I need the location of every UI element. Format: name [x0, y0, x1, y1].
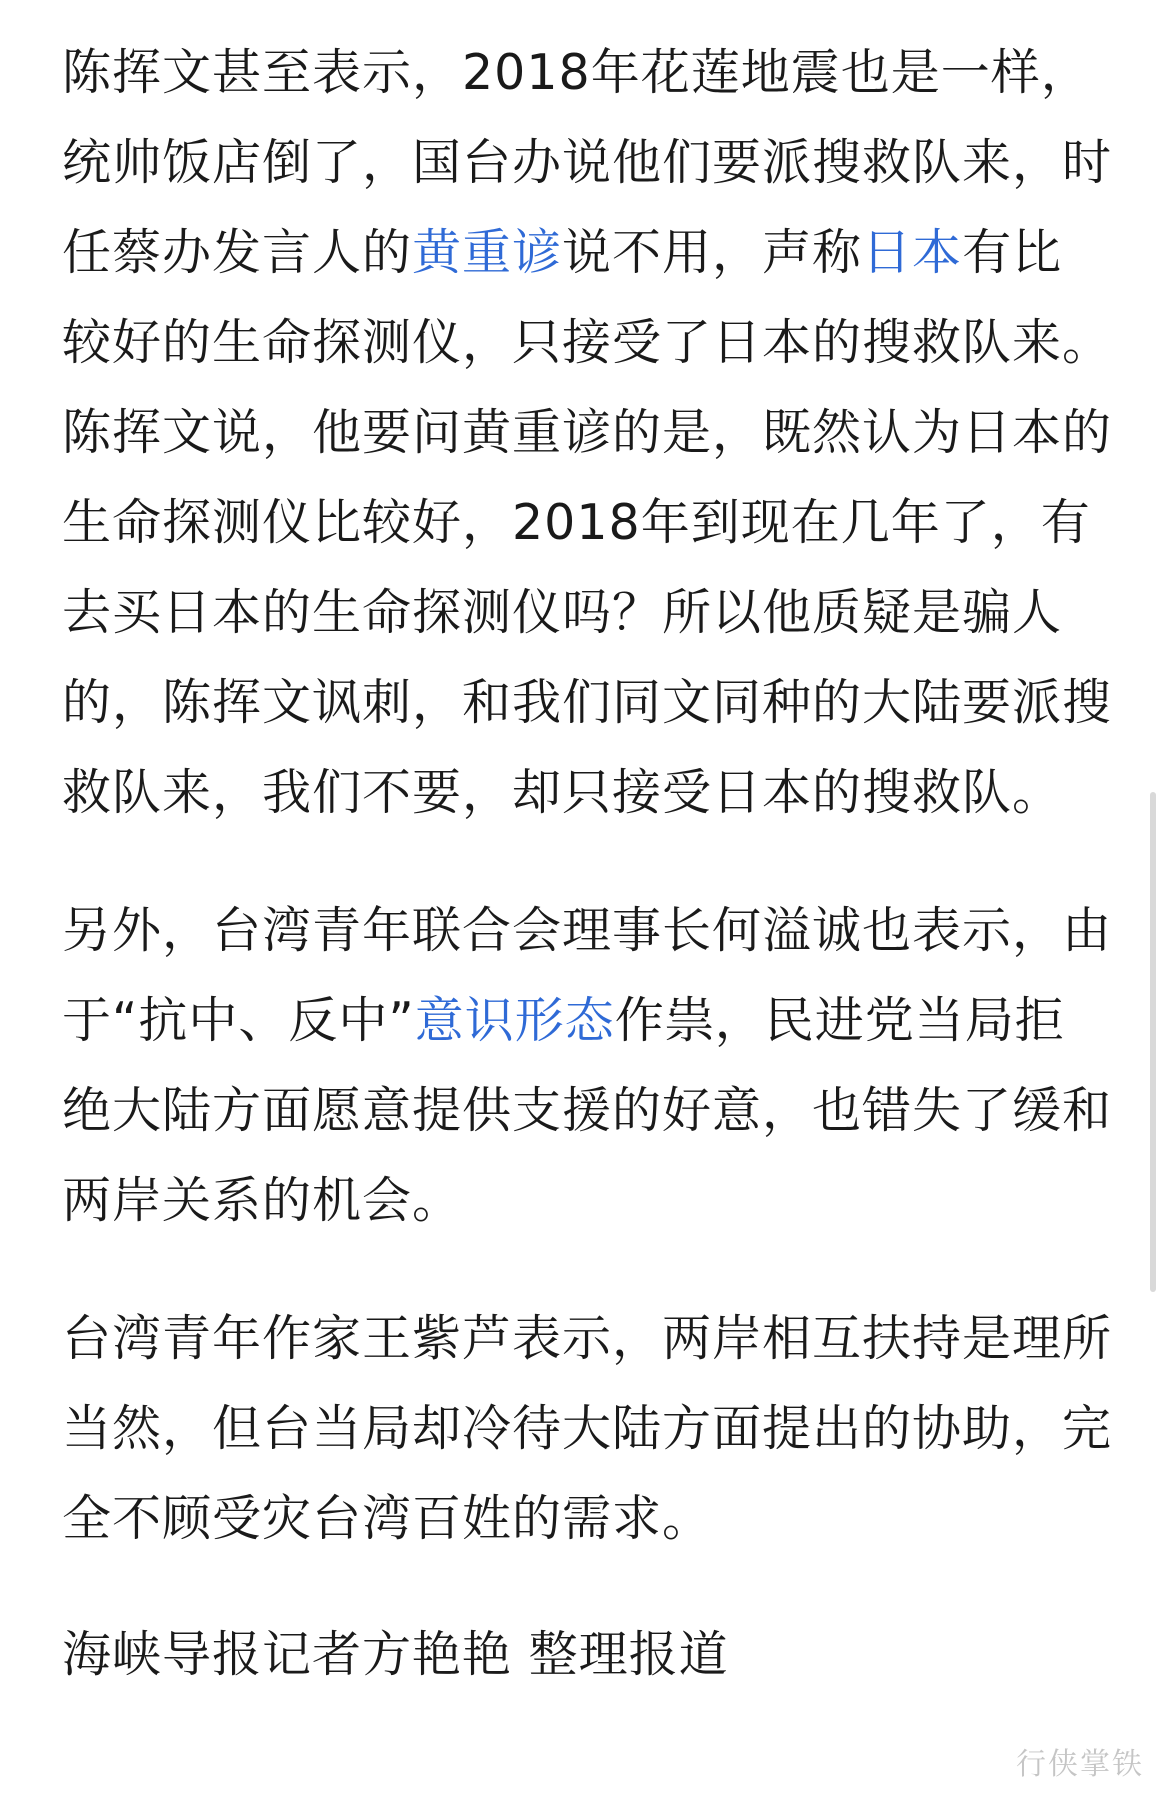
link-ideology[interactable]: 意识形态 [414, 992, 615, 1049]
byline: 海峡导报记者方艳艳 整理报道 [62, 1626, 729, 1683]
paragraph-2-text-a: 另外，台湾青年联合会理事长何溢诚也表示，由于“抗中、反中” [62, 902, 1113, 1049]
paragraph-1-text-c: 有比较好的生命探测仪，只接受了日本的搜救队来。陈挥文说，他要问黄重谚的是，既然认为日本的生命探测仪比较好，2018年到现在几年了，有去买日本的生命探测仪吗？所以他质疑是骗人的，陈挥文讽刺，和我们同文同种的大陆要派搜救队来，我们不要，却只接受日本的搜救队。 [62, 224, 1113, 821]
paragraph-2-text-b: 作祟，民进党当局拒绝大陆方面愿意提供支援的好意，也错失了缓和两岸关系的机会。 [62, 992, 1113, 1229]
paragraph-1-text-a: 陈挥文甚至表示，2018年花莲地震也是一样，统帅饭店倒了，国台办说他们要派搜救队来，时任蔡办发言人的 [62, 44, 1113, 281]
watermark-logo: 行侠掌铁 [1016, 1747, 1144, 1782]
link-japan[interactable]: 日本 [862, 224, 963, 281]
paragraph-2 [62, 886, 1112, 1246]
paragraph-1-text-b: 说不用，声称 [562, 224, 863, 281]
paragraph-3: 台湾青年作家王紫芦表示，两岸相互扶持是理所当然，但台当局却冷待大陆方面提出的协助，完全不顾受灾台湾百姓的需求。 [62, 1310, 1113, 1547]
article-body [62, 28, 1112, 1700]
link-huang-chung-yen[interactable]: 黄重谚 [412, 224, 563, 281]
paragraph-1 [62, 28, 1112, 838]
scrollbar-thumb[interactable] [1150, 792, 1156, 1292]
